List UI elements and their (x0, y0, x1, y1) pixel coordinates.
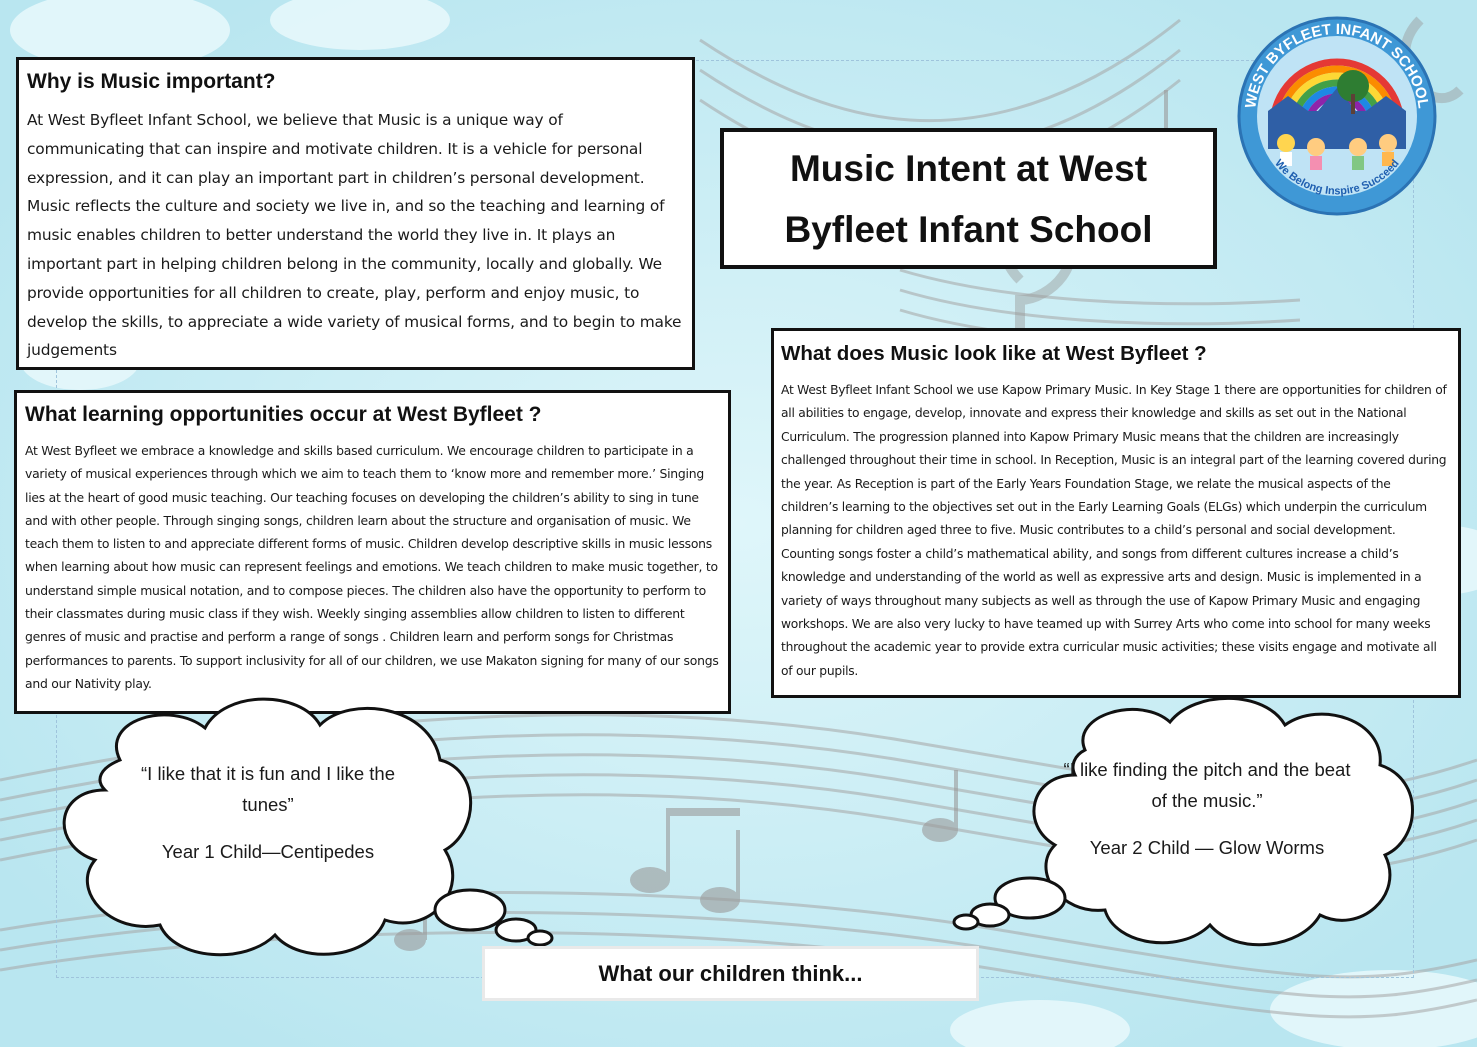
school-logo (1228, 16, 1446, 216)
children-think-label-box (482, 946, 979, 1001)
logo-motto: We Belong Inspire Succeed (1272, 157, 1402, 198)
learning-body: At West Byfleet we embrace a knowledge and skills based curriculum. We encourage children to participate in a variety of musical experiences through which we aim to teach them to ‘know more and remember more.’ Singing lies at the heart of good music teaching. Our teaching focuses on developing the children’s ability to sing in tune and with other people. Through singing songs, children learn about the structure and organisation of music. We teach them to listen to and appreciate different forms of music. Children develop descriptive skills in music lessons when learning about how music can represent feelings and emotions. We teach children to make music together, to understand simple musical notation, and to compose pieces. The children also have the opportunity to perform to their classmates during music class if they wish. Weekly singing assemblies allow children to listen to different genres of music and practise and perform a range of songs . Children learn and perform songs for Christmas performances to parents. To support inclusivity for all of our children, we use Makaton signing for many of our songs and our Nativity play. (25, 443, 719, 691)
why-heading: Why is Music important? (27, 70, 276, 93)
quote-year1 (118, 758, 418, 867)
page-title: Music Intent at West Byfleet Infant School (784, 147, 1153, 250)
quote-year2 (1062, 754, 1352, 863)
look-heading: What does Music look like at West Byfleet ? (781, 342, 1207, 365)
quote-year1-author: Year 1 Child—Centipedes (161, 841, 375, 862)
children-think-label: What our children think... (598, 960, 863, 986)
quote-year1-text: “I like that it is fun and I like the tunes” (141, 763, 395, 815)
why-body: At West Byfleet Infant School, we believe that Music is a unique way of communicating that can inspire and motivate children. It is a vehicle for personal expression, and it can play an important part in children’s personal development. Music reflects the culture and society we live in, and so the teaching and learning of music enables children to better understand the world they live in. It plays an important part in helping children belong in the community, locally and globally. We provide opportunities for all children to create, play, perform and enjoy music, to develop the skills, to appreciate a wide variety of musical forms, and to begin to make judgements (27, 111, 682, 360)
quote-year2-text: “I like finding the pitch and the beat of the music.” (1063, 759, 1351, 811)
quote-year2-author: Year 2 Child — Glow Worms (1089, 837, 1325, 858)
learning-heading: What learning opportunities occur at West Byfleet ? (25, 403, 542, 426)
logo-top-text: WEST BYFLEET INFANT SCHOOL (1242, 20, 1432, 110)
look-body: At West Byfleet Infant School we use Kapow Primary Music. In Key Stage 1 there are opportunities for children of all abilities to engage, develop, innovate and express their knowledge and skills as set out in the National Curriculum. The progression planned into Kapow Primary Music means that the children are increasingly challenged throughout their time in school. In Reception, Music is an integral part of the learning covered during the year. As Reception is part of the Early Years Foundation Stage, we relate the musical aspects of the children’s learning to the objectives set out in the Early Learning Goals (ELGs) which underpin the curriculum planning for children aged three to five. Music contributes to a child’s personal and social development. Counting songs foster a child’s mathematical ability, and songs from different cultures increase a child’s knowledge and understanding of the world as well as expressive arts and design. Music is implemented in a variety of ways throughout many subjects as well as through the use of Kapow Primary Music and engaging workshops. We are also very lucky to have teamed up with Surrey Arts who come into school for many weeks throughout the academic year to provide extra curricular music activities; these visits engage and motivate all of our pupils. (781, 383, 1447, 678)
